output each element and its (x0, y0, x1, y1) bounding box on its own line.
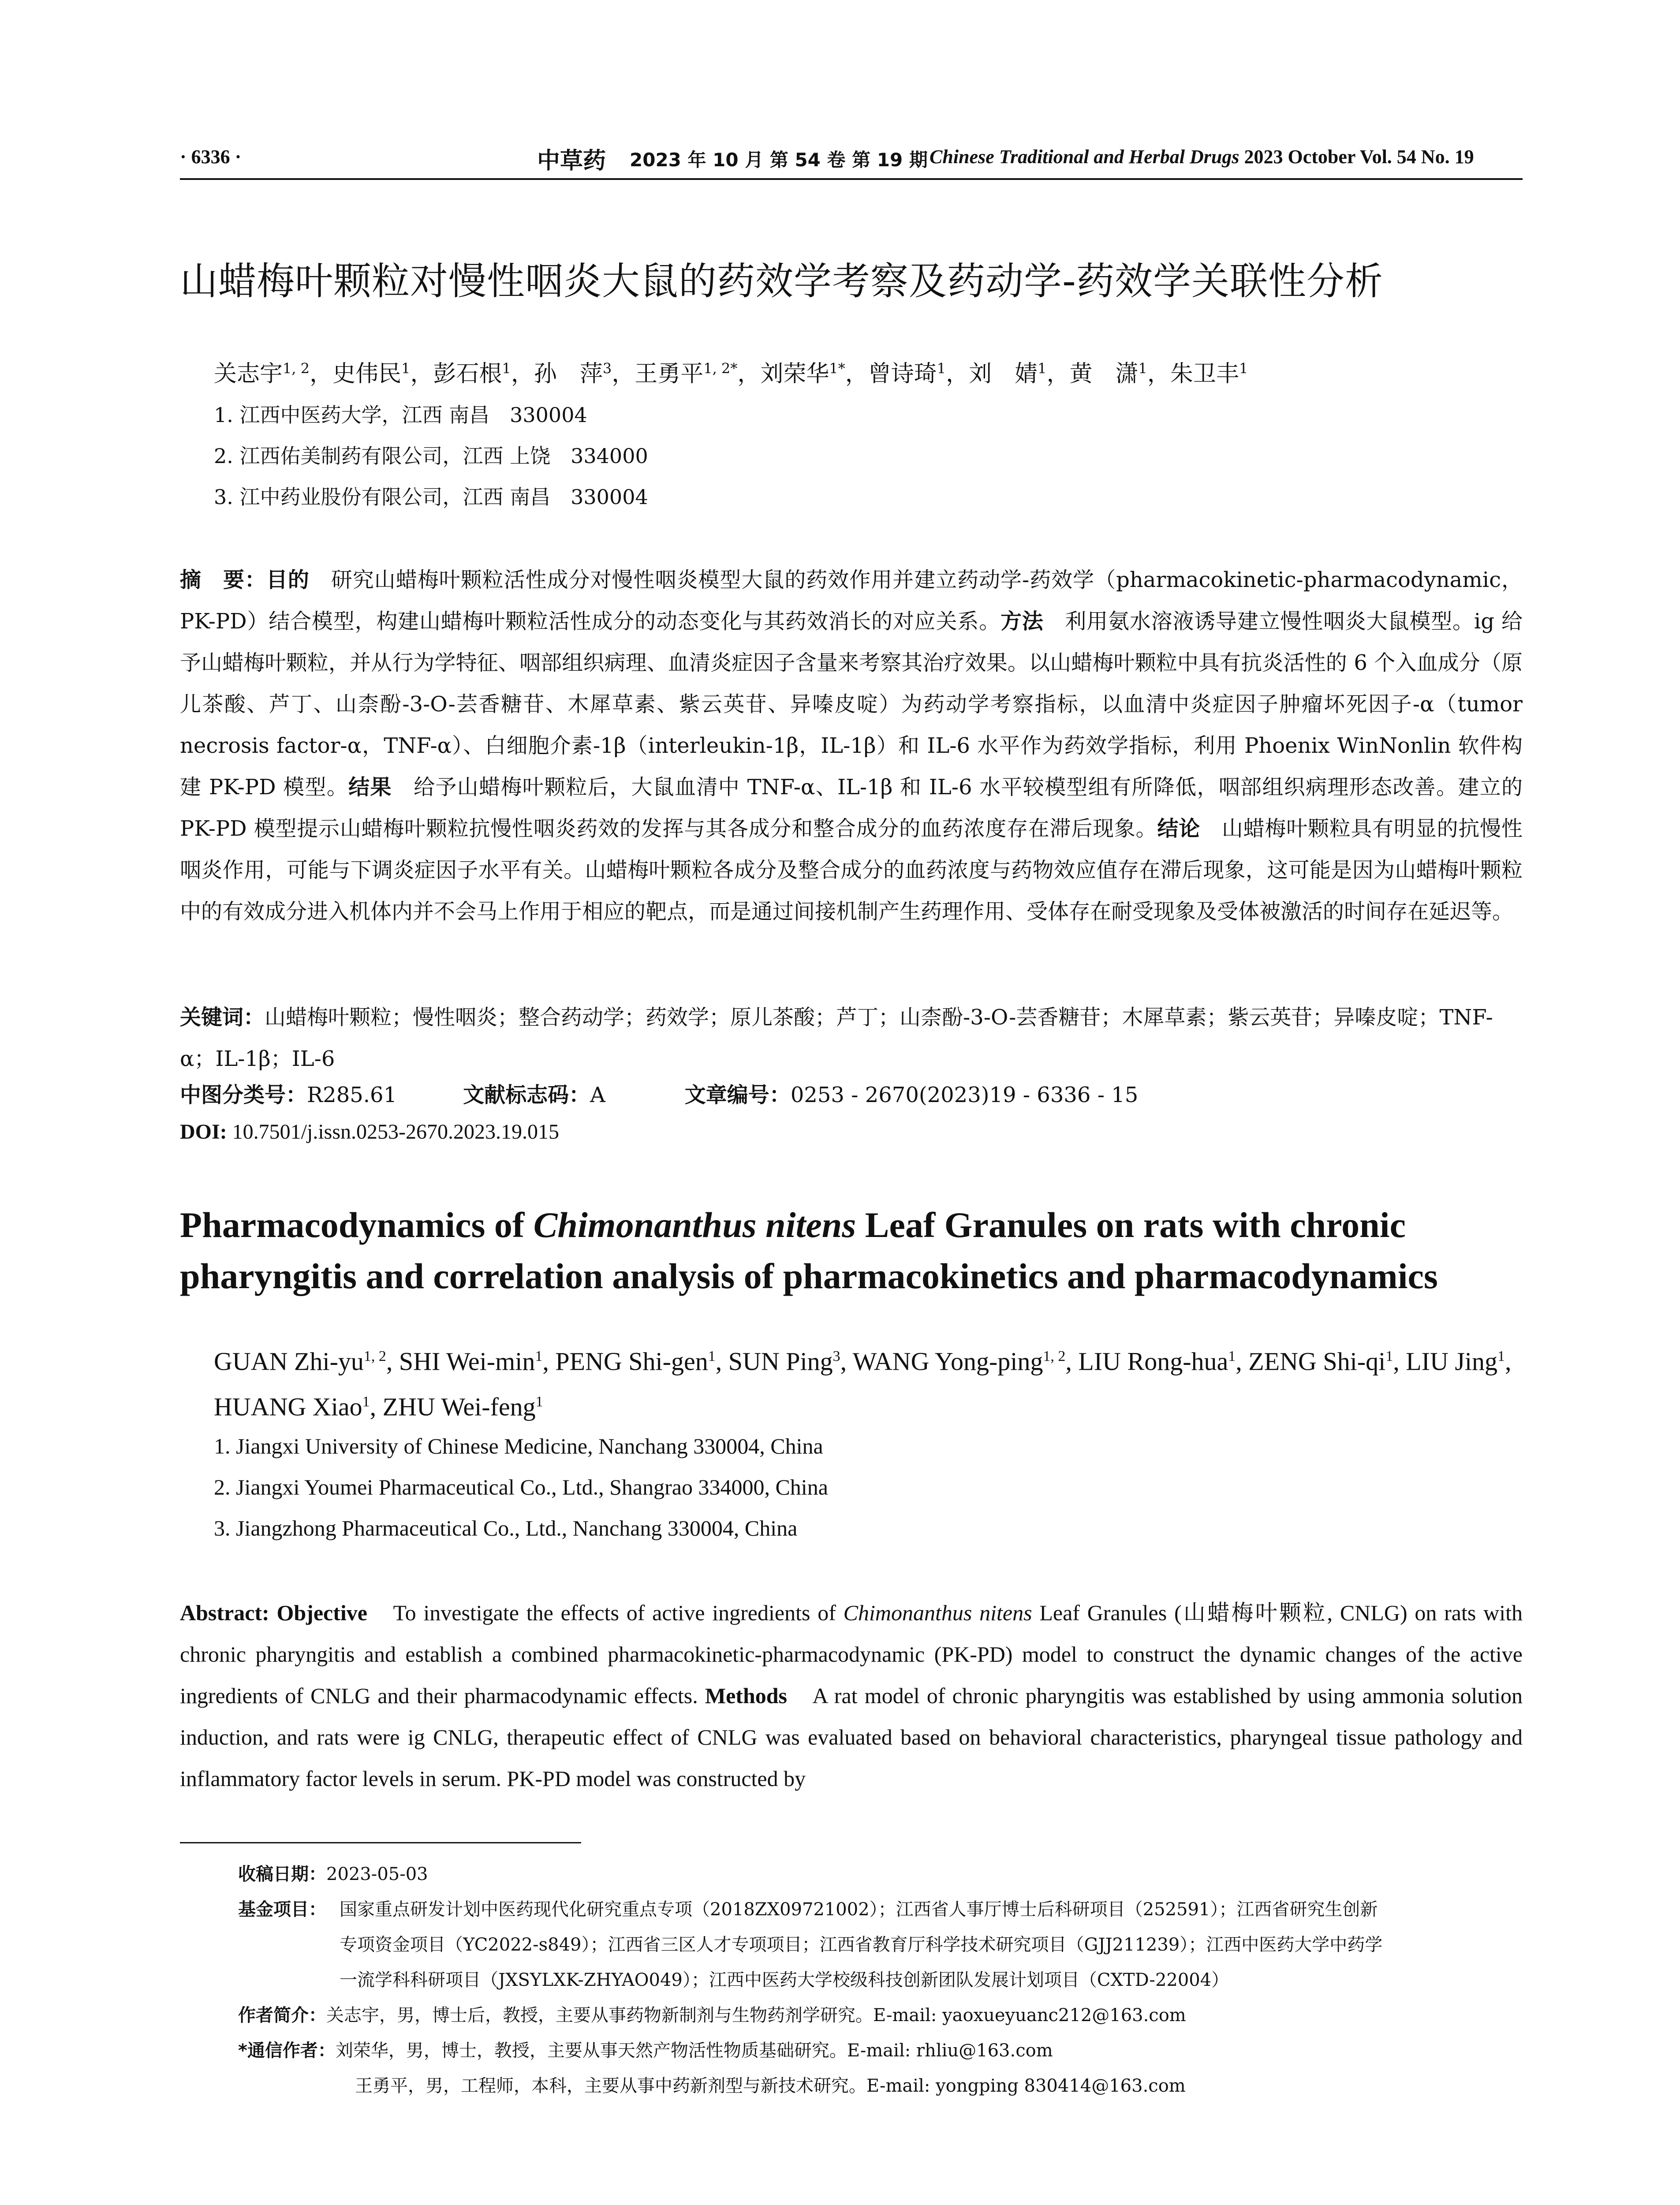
doi-label: DOI: (180, 1120, 227, 1144)
clc-label: 中图分类号： (180, 1083, 307, 1107)
author-affiliation-mark: 1 (708, 1348, 716, 1364)
doc-code-value: A (590, 1083, 605, 1107)
author-name: GUAN Zhi-yu (214, 1347, 364, 1376)
title-en-part2: Leaf Granules on rats with chronic pharyngitis and correlation analysis of pharmacokinetics and pharmacodynamics (180, 1205, 1438, 1296)
abstract-cn-methods: 利用氨水溶液诱导建立慢性咽炎大鼠模型。ig 给予山蜡梅叶颗粒，并从行为学特征、咽部组织病理、血清炎症因子含量来考察其治疗效果。以山蜡梅叶颗粒中具有抗炎活性的 6 个入血成分（原儿茶酸、芦丁、山柰酚-3-O-芸香糖苷、木犀草素、紫云英苷、异嗪皮啶）为药动学考察指标，以血清中炎症因子肿瘤坏死因子-α（tumor necrosis factor-α，TNF-α）、白细胞介素-1β（interleukin-1β，IL-1β）和 IL-6 水平作为药效学指标，利用 Phoenix WinNonlin 软件构建 PK-PD 模型。 (180, 609, 1523, 800)
doc-code-label: 文献标志码： (463, 1083, 590, 1107)
abstract-en-objective-a: To investigate the effects of active ingredients of (393, 1600, 844, 1625)
footnote-fund-label (238, 1896, 326, 1923)
abstract-cn-conclusion-label: 结论 (1157, 816, 1201, 841)
abstract-cn-label: 摘 要： (180, 568, 266, 592)
page-number: · 6336 · (180, 146, 242, 168)
footnote-received (238, 1861, 428, 1887)
keywords-cn (180, 997, 1523, 1080)
author-affiliation-mark: 1, 2* (703, 360, 738, 377)
journal-name-en: Chinese Traditional and Herbal Drugs (930, 146, 1239, 168)
author-name: PENG Shi-gen (555, 1347, 708, 1376)
affiliation-cn-1: 1. 江西中医药大学，江西 南昌 330004 (214, 403, 587, 427)
author-name: SUN Ping (728, 1347, 833, 1376)
footnote-corr-2: 王勇平，男，工程师，本科，主要从事中药新剂型与新技术研究。E-mail: yongping 830414@163.com (355, 2076, 1186, 2096)
affiliation-cn-3: 3. 江中药业股份有限公司，江西 南昌 330004 (214, 485, 648, 509)
author-affiliation-mark: 1, 2 (283, 360, 310, 377)
author-name: SHI Wei-min (399, 1347, 535, 1376)
author-name: 史伟民 (332, 361, 402, 387)
received-label: 收稿日期： (238, 1864, 326, 1884)
author-affiliation-mark: 1 (1385, 1348, 1393, 1364)
author-affiliation-mark: 1 (1138, 360, 1147, 377)
abstract-en (180, 1592, 1523, 1799)
author-name: LIU Jing (1406, 1347, 1498, 1376)
abstract-cn-methods-label: 方法 (1000, 609, 1044, 634)
author-affiliation-mark: 1 (1239, 360, 1248, 377)
author-affiliation-mark: 1 (1497, 1348, 1505, 1364)
running-header (180, 140, 1523, 180)
author-affiliation-mark: 1 (535, 1394, 543, 1410)
author-name: 黄 潇 (1069, 361, 1139, 387)
author-affiliation-mark: 1, 2 (363, 1348, 386, 1364)
author-name: 曾诗琦 (868, 361, 937, 387)
author-affiliation-mark: 1 (937, 360, 946, 377)
keywords-cn-text: 山蜡梅叶颗粒；慢性咽炎；整合药动学；药效学；原儿茶酸；芦丁；山柰酚-3-O-芸香糖苷；木犀草素；紫云英苷；异嗪皮啶；TNF-α；IL-1β；IL-6 (180, 1005, 1493, 1071)
abstract-en-methods-label: Methods (705, 1683, 788, 1708)
bio-text: 关志宇，男，博士后，教授，主要从事药物新制剂与生物药剂学研究。E-mail: yaoxueyuanc212@163.com (326, 2005, 1186, 2026)
keywords-cn-label: 关键词： (180, 1005, 265, 1030)
abstract-cn-objective: 研究山蜡梅叶颗粒活性成分对慢性咽炎模型大鼠的药效作用并建立药动学-药效学（pharmacokinetic-pharmacodynamic，PK-PD）结合模型，构建山蜡梅叶颗粒活性成分的动态变化与其药效消长的对应关系。 (180, 568, 1523, 634)
author-affiliation-mark: 1 (401, 360, 411, 377)
footnote-corr (238, 2037, 1053, 2064)
fund-label: 基金项目： (238, 1899, 326, 1920)
author-name: 王勇平 (635, 361, 704, 387)
author-name: 彭石根 (433, 361, 502, 387)
title-en-species: Chimonanthus nitens (533, 1205, 856, 1245)
affiliation-en-1: 1. Jiangxi University of Chinese Medicine, Nanchang 330004, China (214, 1434, 823, 1458)
authors-en: GUAN Zhi-yu$^{1, 2}$, SHI Wei-$\min^1$, PENG Shi-gen$^1$, SUN Ping$^3$, WANG Yong-ping$^{1, 2}$, LIU Rong-hua$^1$, ZENG Shi-$qi^1$, LIU Jing$^1$, HUANG Xiao$^1$, ZHU Wei-feng$^1$ (214, 1347, 1512, 1421)
received-date: 2023-05-03 (326, 1864, 428, 1884)
author-affiliation-mark: 3 (833, 1348, 840, 1364)
article-no-label: 文章编号： (684, 1083, 791, 1107)
doi-link[interactable]: 10.7501/j.issn.0253-2670.2023.19.015 (232, 1120, 560, 1144)
footnote-fund-line-3: 一流学科科研项目（JXSYLXK-ZHYAO049）；江西中医药大学校级科技创新团队发展计划项目（CXTD-22004） (340, 1970, 1229, 1990)
abstract-en-label: Abstract: Objective (180, 1600, 367, 1625)
abstract-cn-conclusion: 山蜡梅叶颗粒具有明显的抗慢性咽炎作用，可能与下调炎症因子水平有关。山蜡梅叶颗粒各成分及整合成分的血药浓度与药物效应值存在滞后现象，这可能是因为山蜡梅叶颗粒中的有效成分进入机体内并不会马上作用于相应的靶点，而是通过间接机制产生药理作用、受体存在耐受现象及受体被激活的时间存在延迟等。 (180, 816, 1523, 924)
journal-name-cn: 中草药 (537, 148, 606, 174)
author-name: 刘 婧 (969, 361, 1038, 387)
title-en (180, 1200, 1523, 1302)
doi-line (180, 1111, 1523, 1153)
authors-cn: 关志宇$^{1, 2}$，史伟民$^1$，彭石根$^1$，孙 萍$^3$，王勇平$^{1, 2*}$，刘荣华$^{1*}$，曾诗琦$^1$，刘 婧$^1$，黄 潇$^1$，朱卫丰$^1$ (214, 360, 1248, 387)
abstract-cn-results-label: 结果 (348, 775, 392, 800)
author-name: 刘荣华 (760, 361, 829, 387)
issue-info-cn: 2023 年 10 月 第 54 卷 第 19 期 (630, 149, 928, 171)
author-affiliation-mark: 1* (829, 360, 845, 377)
author-name: LIU Rong-hua (1078, 1347, 1228, 1376)
author-name: HUANG Xiao (214, 1392, 362, 1421)
affiliation-en-2: 2. Jiangxi Youmei Pharmaceutical Co., Ltd., Shangrao 334000, China (214, 1475, 828, 1499)
affiliation-en-3: 3. Jiangzhong Pharmaceutical Co., Ltd., Nanchang 330004, China (214, 1516, 798, 1540)
footnote-rule (180, 1842, 581, 1843)
author-name: ZHU Wei-feng (382, 1392, 536, 1421)
author-affiliation-mark: 3 (602, 360, 612, 377)
footnote-bio (238, 2002, 1186, 2029)
author-name: WANG Yong-ping (852, 1347, 1043, 1376)
abstract-en-species: Chimonanthus nitens (843, 1600, 1032, 1625)
footnote-fund-line-2: 专项资金项目（YC2022-s849）；江西省三区人才专项项目；江西省教育厅科学技术研究项目（GJJ211239）；江西中医药大学中药学 (340, 1935, 1383, 1955)
author-affiliation-mark: 1 (1038, 360, 1047, 377)
author-affiliation-mark: 1 (535, 1348, 543, 1364)
corr-label: *通信作者： (238, 2041, 336, 2061)
abstract-cn-results: 给予山蜡梅叶颗粒后，大鼠血清中 TNF-α、IL-1β 和 IL-6 水平较模型组有所降低，咽部组织病理形态改善。建立的 PK-PD 模型提示山蜡梅叶颗粒抗慢性咽炎药效的发挥与其各成分和整合成分的血药浓度存在滞后现象。 (180, 775, 1523, 841)
clc-value: R285.61 (307, 1083, 397, 1107)
abstract-en-methods: A rat model of chronic pharyngitis was established by using ammonia solution induction, and rats were ig CNLG, therapeutic effect of CNLG was evaluated based on behavioral characteristics, pharyngeal tissue pathology and inflammatory factor levels in serum. PK-PD model was constructed by (180, 1683, 1523, 1791)
article-no-value: 0253 - 2670(2023)19 - 6336 - 15 (790, 1083, 1139, 1107)
author-name: 朱卫丰 (1170, 361, 1239, 387)
title-cn: 山蜡梅叶颗粒对慢性咽炎大鼠的药效学考察及药动学-药效学关联性分析 (180, 259, 1384, 303)
author-affiliation-mark: 1 (502, 360, 511, 377)
abstract-en-objective-b: Leaf Granules (山蜡梅叶颗粒, CNLG) on rats with chronic pharyngitis and establish a combined pharmacokinetic-pharmacodynamic (PK-PD) model to construct the dynamic changes of the active ingredients of CNLG and their pharmacodynamic effects. (180, 1600, 1523, 1708)
header-rule (180, 178, 1523, 180)
author-affiliation-mark: 1 (362, 1394, 370, 1410)
author-name: ZENG Shi-qi (1248, 1347, 1386, 1376)
abstract-cn-objective-label: 目的 (266, 568, 310, 592)
author-name: 关志宇 (214, 361, 283, 387)
author-affiliation-mark: 1 (1228, 1348, 1236, 1364)
author-affiliation-mark: 1, 2 (1043, 1348, 1066, 1364)
corr-text-1: 刘荣华，男，博士，教授，主要从事天然产物活性物质基础研究。E-mail: rhliu@163.com (335, 2041, 1053, 2061)
author-name: 孙 萍 (534, 361, 603, 387)
abstract-cn (180, 559, 1523, 932)
title-en-part1: Pharmacodynamics of (180, 1205, 534, 1245)
affiliation-cn-2: 2. 江西佑美制药有限公司，江西 上饶 334000 (214, 444, 648, 468)
issue-info-en (930, 146, 1474, 168)
footnote-fund-line-1: 国家重点研发计划中医药现代化研究重点专项（2018ZX09721002）；江西省人事厅博士后科研项目（252591）；江西省研究生创新 (340, 1899, 1378, 1920)
classification-line (180, 1074, 1523, 1116)
bio-label: 作者简介： (238, 2005, 326, 2026)
issue-date-en: 2023 October Vol. 54 No. 19 (1244, 146, 1474, 168)
